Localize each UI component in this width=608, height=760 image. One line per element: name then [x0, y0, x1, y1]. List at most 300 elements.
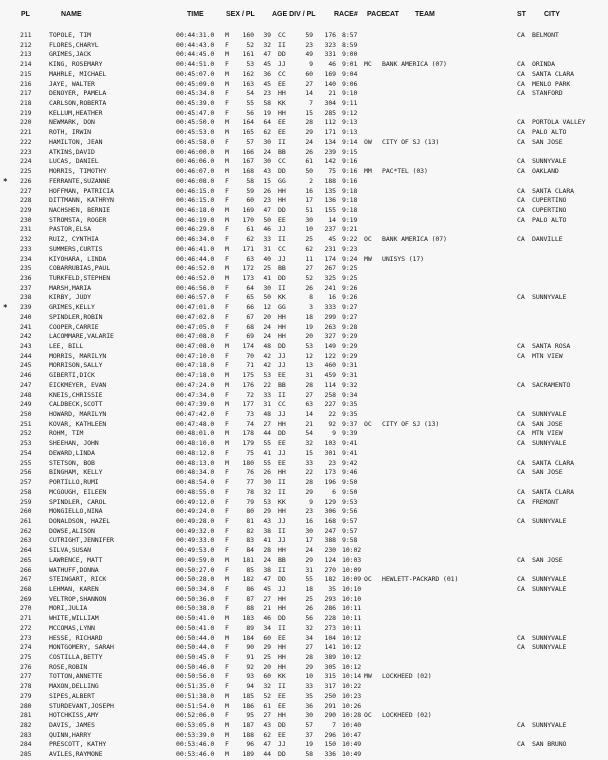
division-place-cell: 13 — [305, 361, 313, 370]
age-cell: 61 — [263, 701, 271, 710]
sex-place-cell: 170 — [242, 215, 254, 224]
city-cell: SUNNYVALE — [532, 157, 567, 166]
sex-place-cell: 179 — [242, 439, 254, 448]
sex-cell: M — [225, 31, 229, 39]
division-place-cell: 31 — [305, 565, 313, 574]
race-number-cell: 173 — [324, 468, 336, 477]
age-cell: 53 — [263, 497, 271, 506]
place-cell: 228 — [20, 196, 32, 205]
time-cell: 00:46:41.0 — [176, 244, 215, 253]
division-cell: II — [278, 526, 286, 535]
city-cell: OAKLAND — [532, 167, 559, 176]
age-cell: 23 — [263, 89, 271, 98]
division-cell: EE — [278, 458, 286, 467]
sex-cell: F — [225, 176, 229, 185]
place-cell: 221 — [20, 128, 32, 137]
name-cell: MONTGOMERY, SARAH — [49, 643, 114, 652]
race-number-cell: 296 — [324, 730, 336, 739]
sex-cell: M — [225, 750, 229, 759]
age-cell: 20 — [263, 662, 271, 671]
place-cell: 281 — [20, 711, 32, 720]
table-row — [0, 293, 608, 303]
sex-cell: F — [225, 594, 229, 603]
division-place-cell: 15 — [305, 448, 313, 457]
place-cell: 264 — [20, 546, 32, 555]
name-cell: CARLSON,ROBERTA — [49, 99, 107, 108]
time-cell: 00:47:34.0 — [176, 390, 215, 399]
race-number-cell: 286 — [324, 604, 336, 613]
division-cell: HH — [278, 468, 286, 477]
state-cell: CA — [517, 458, 525, 467]
division-cell: GG — [278, 176, 286, 185]
place-cell: 225 — [20, 167, 32, 176]
race-number-cell: 176 — [324, 31, 336, 39]
table-row — [0, 245, 608, 255]
place-cell: 280 — [20, 701, 32, 710]
state-cell: CA — [517, 429, 525, 438]
place-cell: 229 — [20, 205, 32, 214]
name-cell: HOTCHKISS,AMY — [49, 711, 99, 720]
table-row — [0, 575, 608, 585]
pace-cell: 9:57 — [342, 526, 358, 535]
division-cell: JJ — [278, 361, 286, 370]
sex-cell: M — [225, 244, 229, 253]
table-row — [0, 157, 608, 167]
state-cell: CA — [517, 497, 525, 506]
name-cell: CUTRIGHT,JENNIFER — [49, 536, 114, 545]
state-cell: CA — [517, 31, 525, 39]
time-cell: 00:45:50.0 — [176, 118, 215, 127]
sex-place-cell: 183 — [242, 614, 254, 623]
place-cell: 212 — [20, 40, 32, 49]
sex-cell: F — [225, 254, 229, 263]
race-number-cell: 174 — [324, 254, 336, 263]
name-cell: MARSH,MARIA — [49, 283, 91, 292]
sex-place-cell: 91 — [246, 653, 254, 661]
race-number-cell: 293 — [324, 594, 336, 603]
table-row — [0, 148, 608, 158]
header-name: NAME — [61, 11, 82, 18]
header-city: CITY — [544, 11, 560, 18]
name-cell: NEWMARK, DON — [49, 118, 95, 127]
division-cell: BB — [278, 264, 286, 273]
race-number-cell: 114 — [324, 380, 336, 389]
place-cell: 262 — [20, 526, 32, 535]
sex-place-cell: 70 — [246, 351, 254, 360]
place-cell: 267 — [20, 575, 32, 584]
division-cell: HH — [278, 322, 286, 331]
division-place-cell: 23 — [305, 40, 313, 49]
division-place-cell: 27 — [305, 390, 313, 399]
sex-cell: F — [225, 196, 229, 205]
table-row — [0, 187, 608, 197]
age-cell: 62 — [263, 128, 271, 137]
time-cell: 00:45:39.0 — [176, 99, 215, 108]
race-number-cell: 21 — [328, 89, 336, 98]
division-cell: EE — [278, 118, 286, 127]
sex-cell: F — [225, 584, 229, 593]
sex-place-cell: 59 — [246, 186, 254, 195]
age-cell: 34 — [263, 623, 271, 632]
division-cell: HH — [278, 546, 286, 555]
time-cell: 00:46:18.0 — [176, 205, 215, 214]
pace-cell: 10:11 — [342, 604, 362, 613]
sex-place-cell: 71 — [246, 361, 254, 370]
division-cell: JJ — [278, 448, 286, 457]
name-cell: BINGHAM, KELLY — [49, 468, 103, 477]
division-place-cell: 10 — [305, 225, 313, 234]
pace-cell: 9:04 — [342, 69, 358, 78]
sex-place-cell: 83 — [246, 536, 254, 545]
time-cell: 00:51:35.0 — [176, 682, 215, 691]
table-row — [0, 721, 608, 731]
sex-place-cell: 52 — [246, 40, 254, 49]
age-cell: 55 — [263, 458, 271, 467]
age-cell: 42 — [263, 361, 271, 370]
division-cell: DD — [278, 50, 286, 59]
sex-cell: F — [225, 565, 229, 574]
table-row — [0, 60, 608, 70]
table-row — [0, 352, 608, 362]
place-cell: 248 — [20, 390, 32, 399]
age-cell: 47 — [263, 50, 271, 59]
age-cell: 60 — [263, 633, 271, 642]
sex-place-cell: 78 — [246, 487, 254, 496]
division-place-cell: 29 — [305, 128, 313, 137]
time-cell: 00:45:07.0 — [176, 69, 215, 78]
pace-cell: 10:12 — [342, 662, 362, 671]
place-cell: 239 — [20, 303, 32, 312]
name-cell: EICKMEYER, EVAN — [49, 380, 107, 389]
city-cell: SUNNYVALE — [532, 575, 567, 584]
age-cell: 24 — [263, 555, 271, 564]
name-cell: LUCAS, DANIEL — [49, 157, 99, 166]
sex-cell: F — [225, 99, 229, 108]
time-cell: 00:46:07.0 — [176, 167, 215, 176]
place-cell: 275 — [20, 653, 32, 661]
division-place-cell: 22 — [305, 468, 313, 477]
age-cell: 41 — [263, 536, 271, 545]
division-place-cell: 32 — [305, 623, 313, 632]
division-cell: DD — [278, 721, 286, 730]
division-place-cell: 18 — [305, 584, 313, 593]
age-cell: 45 — [263, 79, 271, 88]
division-cell: II — [278, 40, 286, 49]
name-cell: ROTH, IRWIN — [49, 128, 91, 137]
sex-place-cell: 165 — [242, 128, 254, 137]
sex-place-cell: 88 — [246, 604, 254, 613]
division-place-cell: 53 — [305, 342, 313, 350]
pace-cell: 9:21 — [342, 225, 358, 234]
city-cell: SAN JOSE — [532, 137, 563, 146]
age-cell: 30 — [263, 157, 271, 166]
race-number-cell: 227 — [324, 400, 336, 409]
race-number-cell: 182 — [324, 575, 336, 584]
sex-place-cell: 61 — [246, 225, 254, 234]
time-cell: 00:50:56.0 — [176, 672, 215, 681]
name-cell: COSTILLA,BETTY — [49, 653, 103, 661]
sex-cell: M — [225, 429, 229, 438]
sex-place-cell: 53 — [246, 60, 254, 69]
sex-cell: F — [225, 604, 229, 613]
table-row — [0, 653, 608, 663]
place-cell: 260 — [20, 507, 32, 516]
table-row — [0, 274, 608, 284]
race-number-cell: 171 — [324, 128, 336, 137]
pace-cell: 9:39 — [342, 429, 358, 438]
sex-place-cell: 169 — [242, 205, 254, 214]
table-row — [0, 410, 608, 420]
division-place-cell: 30 — [305, 526, 313, 535]
place-cell: 284 — [20, 740, 32, 749]
place-cell: 245 — [20, 361, 32, 370]
name-cell: HAMILTON, JEAN — [49, 137, 103, 146]
table-row — [0, 624, 608, 634]
table-row — [0, 41, 608, 51]
sex-place-cell: 77 — [246, 478, 254, 487]
age-cell: 53 — [263, 371, 271, 380]
table-row — [0, 303, 608, 313]
sex-place-cell: 93 — [246, 672, 254, 681]
header-time: TIME — [187, 11, 204, 18]
division-cell: KK — [278, 672, 286, 681]
age-cell: 26 — [263, 186, 271, 195]
time-cell: 00:50:44.0 — [176, 643, 215, 652]
place-cell: 244 — [20, 351, 32, 360]
state-cell: CA — [517, 516, 525, 525]
race-number-cell: 317 — [324, 682, 336, 691]
sex-cell: M — [225, 69, 229, 78]
place-cell: 273 — [20, 633, 32, 642]
race-number-cell: 124 — [324, 555, 336, 564]
pace-cell: 10:40 — [342, 721, 362, 730]
name-cell: MCCOMAS,LYNN — [49, 623, 95, 632]
city-cell: CUPERTINO — [532, 196, 567, 205]
race-number-cell: 258 — [324, 390, 336, 399]
name-cell: KELLUM,HEATHER — [49, 108, 103, 117]
division-cell: EE — [278, 371, 286, 380]
sex-cell: M — [225, 614, 229, 623]
age-cell: 47 — [263, 575, 271, 584]
pace-cell: 9:24 — [342, 254, 358, 263]
name-cell: RUIZ, CYNTHIA — [49, 235, 99, 244]
division-place-cell: 58 — [305, 750, 313, 759]
sex-place-cell: 69 — [246, 332, 254, 341]
state-cell: CA — [517, 575, 525, 584]
table-row — [0, 517, 608, 527]
table-row — [0, 225, 608, 235]
age-cell: 25 — [263, 264, 271, 273]
time-cell: 00:50:45.0 — [176, 653, 215, 661]
sex-cell: M — [225, 128, 229, 137]
race-number-cell: 301 — [324, 448, 336, 457]
city-cell: SUNNYVALE — [532, 410, 567, 419]
time-cell: 00:48:34.0 — [176, 468, 215, 477]
pace-cell: 9:28 — [342, 322, 358, 331]
race-number-cell: 336 — [324, 750, 336, 759]
place-cell: 214 — [20, 60, 32, 69]
sex-place-cell: 62 — [246, 235, 254, 244]
name-cell: DENOYER, PAMELA — [49, 89, 107, 98]
sex-place-cell: 184 — [242, 633, 254, 642]
division-place-cell: 37 — [305, 730, 313, 739]
time-cell: 00:47:42.0 — [176, 410, 215, 419]
sex-cell: M — [225, 633, 229, 642]
place-cell: 246 — [20, 371, 32, 380]
sex-place-cell: 68 — [246, 322, 254, 331]
pace-cell: 9:29 — [342, 351, 358, 360]
pace-cell: 8:57 — [342, 31, 358, 39]
age-cell: 33 — [263, 390, 271, 399]
name-cell: COBARRUBIAS,PAUL — [49, 264, 111, 273]
time-cell: 00:47:02.0 — [176, 312, 215, 321]
name-cell: FERRANTE,SUZANNE — [49, 176, 111, 185]
pace-cell: 9:29 — [342, 332, 358, 341]
sex-place-cell: 55 — [246, 99, 254, 108]
pace-cell: 10:11 — [342, 614, 362, 623]
state-cell: CA — [517, 419, 525, 428]
division-place-cell: 27 — [305, 79, 313, 88]
place-cell: 223 — [20, 147, 32, 156]
pace-cell: 9:26 — [342, 283, 358, 292]
time-cell: 00:47:01.0 — [176, 303, 215, 312]
sex-place-cell: 172 — [242, 264, 254, 273]
table-row — [0, 264, 608, 274]
pace-cell: 9:13 — [342, 118, 358, 127]
time-cell: 00:46:52.0 — [176, 273, 215, 282]
division-place-cell: 27 — [305, 264, 313, 273]
race-number-cell: 168 — [324, 516, 336, 525]
race-number-cell: 239 — [324, 147, 336, 156]
race-number-cell: 306 — [324, 507, 336, 516]
age-cell: 33 — [263, 235, 271, 244]
sex-cell: F — [225, 40, 229, 49]
age-cell: 47 — [263, 205, 271, 214]
division-place-cell: 10 — [305, 672, 313, 681]
table-row — [0, 634, 608, 644]
city-cell: PALO ALTO — [532, 128, 567, 137]
sex-cell: F — [225, 653, 229, 661]
name-cell: MAHRLE, MICHAEL — [49, 69, 107, 78]
age-cell: 64 — [263, 118, 271, 127]
pace-cell: 9:16 — [342, 167, 358, 176]
name-cell: NACHSHEN, BERNIE — [49, 205, 111, 214]
race-number-cell: 389 — [324, 653, 336, 661]
division-cell: EE — [278, 691, 286, 700]
sex-place-cell: 167 — [242, 157, 254, 166]
pace-cell: 10:09 — [342, 565, 362, 574]
sex-cell: M — [225, 157, 229, 166]
state-cell: CA — [517, 69, 525, 78]
age-cell: 52 — [263, 691, 271, 700]
table-row — [0, 459, 608, 469]
time-cell: 00:44:43.0 — [176, 40, 215, 49]
race-number-cell: 331 — [324, 50, 336, 59]
city-cell: SANTA CLARA — [532, 186, 574, 195]
pace-cell: 10:02 — [342, 546, 362, 555]
sex-cell: F — [225, 546, 229, 555]
pace-cell: 9:25 — [342, 273, 358, 282]
name-cell: WHITE,WILLIAM — [49, 614, 99, 623]
category-cell: MW — [364, 254, 372, 263]
pace-cell: 9:35 — [342, 410, 358, 419]
division-place-cell: 57 — [305, 721, 313, 730]
sex-place-cell: 57 — [246, 137, 254, 146]
sex-cell: F — [225, 526, 229, 535]
team-cell: UNISYS (17) — [382, 254, 424, 263]
name-cell: KIRBY, JUDY — [49, 293, 91, 302]
time-cell: 00:48:10.0 — [176, 439, 215, 448]
sex-place-cell: 72 — [246, 390, 254, 399]
division-cell: EE — [278, 128, 286, 137]
division-cell: DD — [278, 342, 286, 350]
race-number-cell: 14 — [328, 215, 336, 224]
age-cell: 24 — [263, 332, 271, 341]
place-cell: 261 — [20, 516, 32, 525]
state-cell: CA — [517, 584, 525, 593]
table-row — [0, 672, 608, 682]
age-cell: 29 — [263, 507, 271, 516]
pace-cell: 10:28 — [342, 711, 362, 720]
sex-cell: M — [225, 215, 229, 224]
race-number-cell: 142 — [324, 157, 336, 166]
pace-cell: 9:56 — [342, 507, 358, 516]
division-place-cell: 32 — [305, 439, 313, 448]
age-cell: 44 — [263, 429, 271, 438]
city-cell: BELMONT — [532, 31, 559, 39]
pace-cell: 10:12 — [342, 653, 362, 661]
header-st: ST — [517, 11, 526, 18]
age-cell: 30 — [263, 283, 271, 292]
time-cell: 00:45:09.0 — [176, 79, 215, 88]
sex-place-cell: 166 — [242, 147, 254, 156]
name-cell: COOPER,CARRIE — [49, 322, 99, 331]
division-place-cell: 28 — [305, 653, 313, 661]
table-row — [0, 488, 608, 498]
time-cell: 00:46:06.0 — [176, 157, 215, 166]
sex-place-cell: 85 — [246, 565, 254, 574]
pace-cell: 9:14 — [342, 137, 358, 146]
time-cell: 00:50:46.0 — [176, 662, 215, 671]
pace-cell: 9:29 — [342, 342, 358, 350]
pace-cell: 9:13 — [342, 128, 358, 137]
sex-place-cell: 95 — [246, 711, 254, 720]
sex-place-cell: 177 — [242, 400, 254, 409]
age-cell: 24 — [263, 147, 271, 156]
division-cell: HH — [278, 419, 286, 428]
sex-place-cell: 160 — [242, 31, 254, 39]
age-cell: 22 — [263, 380, 271, 389]
age-cell: 27 — [263, 711, 271, 720]
age-cell: 45 — [263, 584, 271, 593]
table-row — [0, 128, 608, 138]
age-cell: 28 — [263, 546, 271, 555]
division-place-cell: 26 — [305, 283, 313, 292]
header-pl: PL — [21, 11, 30, 18]
race-number-cell: 149 — [324, 342, 336, 350]
division-place-cell: 11 — [305, 254, 313, 263]
age-cell: 15 — [263, 176, 271, 185]
age-cell: 24 — [263, 322, 271, 331]
division-cell: BB — [278, 147, 286, 156]
division-cell: GG — [278, 303, 286, 312]
age-cell: 47 — [263, 740, 271, 749]
race-number-cell: 134 — [324, 137, 336, 146]
race-number-cell: 333 — [324, 303, 336, 312]
name-cell: DOWSE,ALISON — [49, 526, 95, 535]
table-row — [0, 682, 608, 692]
table-row — [0, 498, 608, 508]
